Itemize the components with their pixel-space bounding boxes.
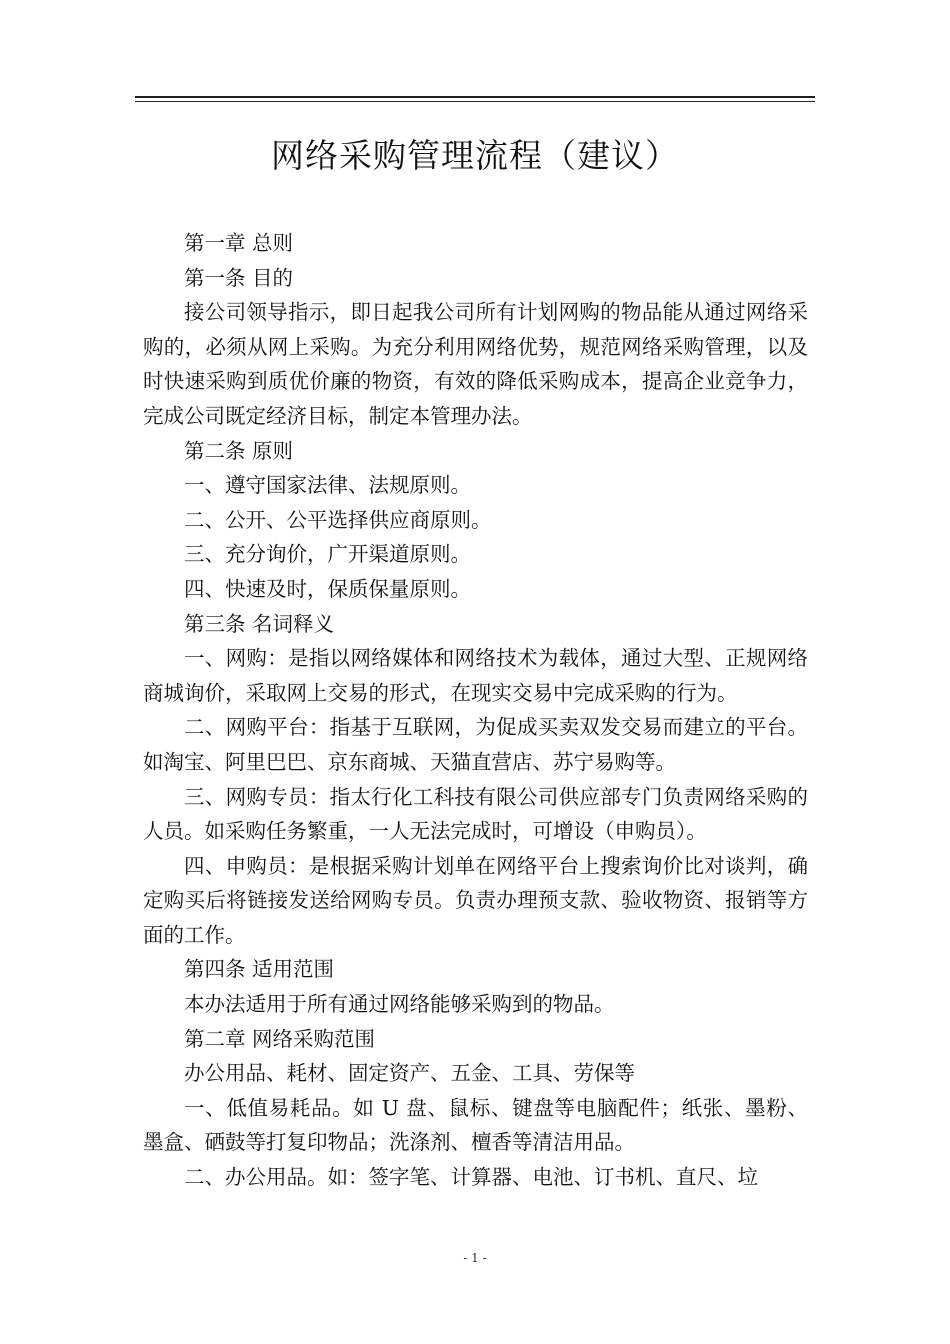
- article-heading: 第一条 目的: [184, 265, 294, 290]
- chapter-heading: 第一章 总则: [184, 231, 294, 255]
- definition-item: 四、申购员：是根据采购计划单在网络平台上搜索询价比对谈判，确定购买后将链接发送给网购专员。负责办理预支款、验收物资、报销等方面的工作。: [143, 853, 808, 947]
- definition-item: 一、网购：是指以网络媒体和网络技术为载体，通过大型、正规网络商城询价，采取网上交易的形式，在现实交易中完成采购的行为。: [143, 646, 808, 705]
- list-item: 一、低值易耗品。如 U 盘、鼠标、键盘等电脑配件；纸张、墨粉、墨盒、硒鼓等打复印物品；洗涤剂、檀香等清洁用品。: [143, 1095, 808, 1155]
- list-item: 四、快速及时，保质保量原则。: [184, 576, 471, 601]
- body-paragraph: 本办法适用于所有通过网络能够采购到的物品。: [184, 992, 615, 1017]
- list-item: 二、办公用品。如：签字笔、计算器、电池、订书机、直尺、垃: [184, 1165, 758, 1190]
- body-paragraph: 接公司领导指示，即日起我公司所有计划网购的物品能从通过网络采购的，必须从网上采购。为充分利用网络优势，规范网络采购管理，以及时快速采购到质优价廉的物资，有效的降低采购成本，提高企业竞争力，完成公司既定经济目标，制定本管理办法。: [143, 300, 808, 428]
- body-paragraph: 办公用品、耗材、固定资产、五金、工具、劳保等: [184, 1061, 635, 1086]
- definition-item: 二、网购平台：指基于互联网，为促成买卖双发交易而建立的平台。如淘宝、阿里巴巴、京东商城、天猫直营店、苏宁易购等。: [143, 715, 808, 774]
- article-heading: 第二条 原则: [184, 438, 294, 463]
- list-item: 一、遵守国家法律、法规原则。: [184, 473, 471, 498]
- article-heading: 第三条 名词释义: [184, 611, 335, 636]
- list-item: 二、公开、公平选择供应商原则。: [184, 507, 492, 532]
- document-title: 网络采购管理流程（建议）: [271, 136, 679, 175]
- header-double-rule: [135, 96, 815, 102]
- article-heading: 第四条 适用范围: [184, 957, 335, 982]
- page-number: - 1 -: [463, 1251, 487, 1265]
- list-item: 三、充分询价，广开渠道原则。: [184, 542, 471, 567]
- chapter-heading: 第二章 网络采购范围: [184, 1026, 376, 1051]
- document-body: [143, 226, 808, 1195]
- definition-item: 三、网购专员：指太行化工科技有限公司供应部专门负责网络采购的人员。如采购任务繁重，一人无法完成时，可增设（申购员）。: [143, 784, 808, 844]
